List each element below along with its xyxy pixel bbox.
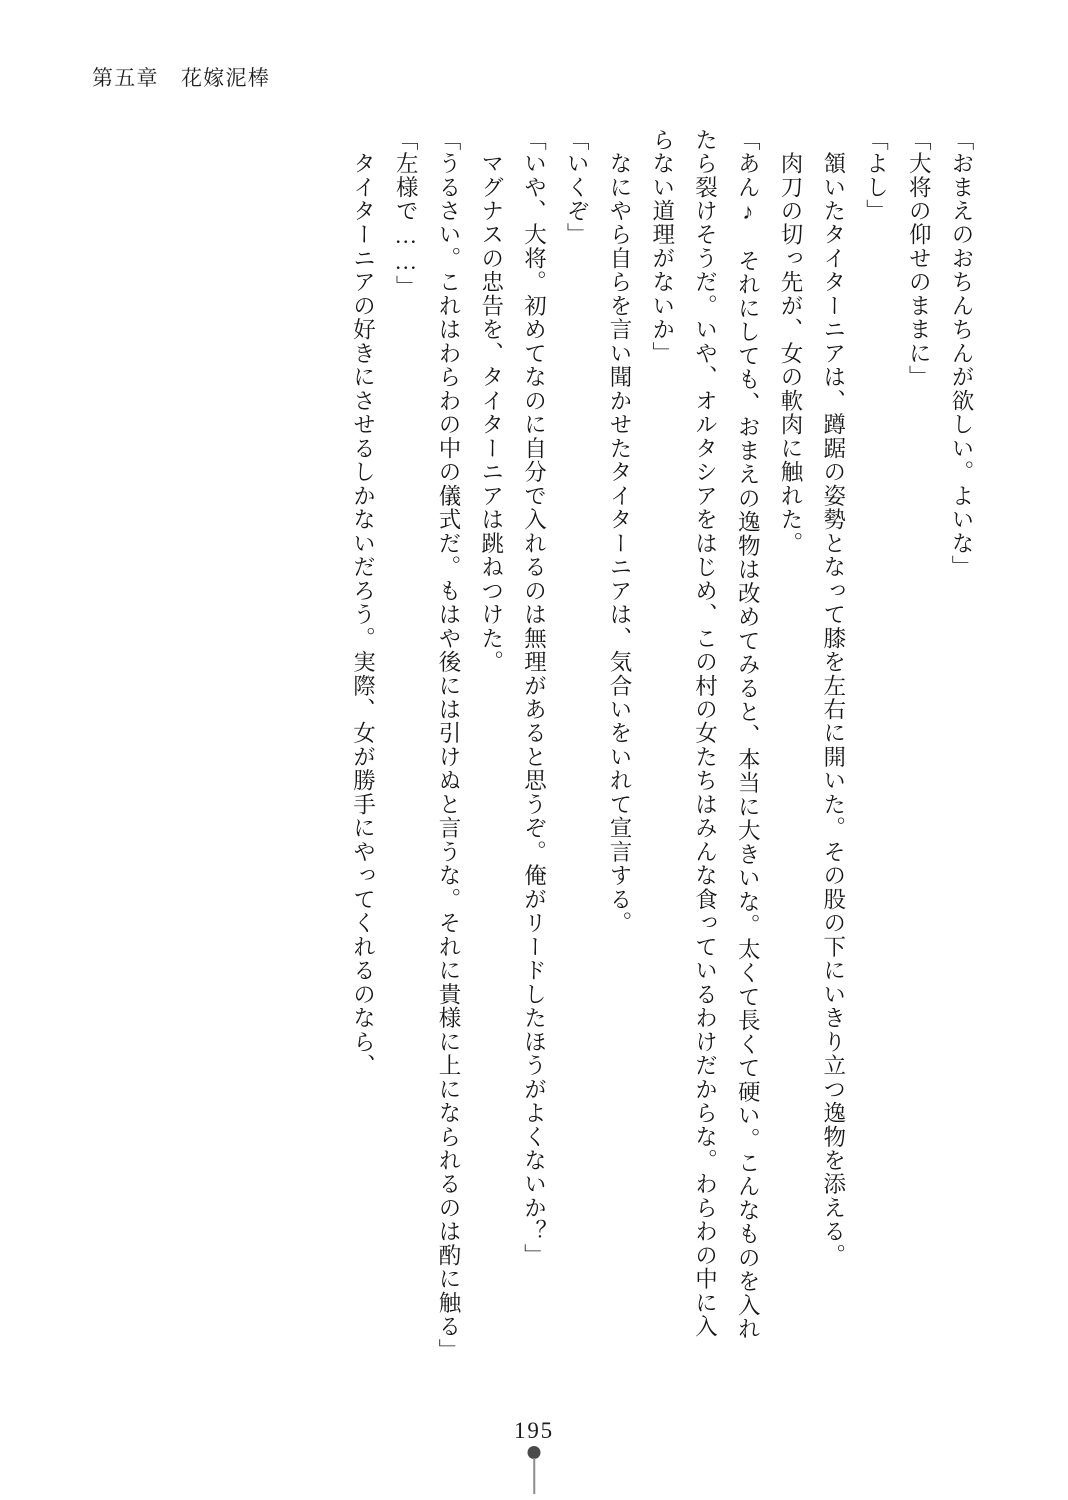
paragraph: タイターニアの好きにさせるしかないだろう。実際、女が勝手にやってくれるのなら、 xyxy=(350,128,376,1078)
paragraph: 「大将の仰せのままに」 xyxy=(906,128,932,390)
paragraph: 「おまえのおちんちんが欲しい。よいな」 xyxy=(949,128,974,580)
paragraph: なにやら自らを言い聞かせたタイターニアは、気合いをいれて宣言する。 xyxy=(607,128,632,936)
paragraph: 「あん♪ それにしても、おまえの逸物は改めてみると、本当に大きいな。太くて長くて硬い。こんなものを入れたら裂けそうだ。いや、オルタシアをはじめ、この村の女たちはみんな食っているわけだからな。わらわの中に入らない道理がないか」 xyxy=(649,128,761,1342)
folio-ornament-icon xyxy=(526,1446,542,1494)
page-number: 195 xyxy=(513,1418,555,1443)
body-text-block xyxy=(182,128,982,1363)
paragraph: 「いや、大将。初めてなのに自分で入れるのは無理があると思うぞ。俺がリードしたほうがよくないか？」 xyxy=(521,128,547,1268)
paragraph: 頷いたタイターニアは、蹲踞の姿勢となって膝を左右に開いた。その股の下にいきり立つ逸物を添える。 xyxy=(820,128,846,1268)
paragraph: 肉刀の切っ先が、女の軟肉に触れた。 xyxy=(778,128,803,556)
paragraph: マグナスの忠告を、タイターニアは跳ねつけた。 xyxy=(478,128,504,674)
paragraph: 「いくぞ」 xyxy=(564,128,590,247)
chapter-header: 第五章 花嫁泥棒 xyxy=(92,66,271,90)
paragraph: 「左様で……」 xyxy=(393,128,419,300)
folio-stem-icon xyxy=(533,1458,535,1494)
paragraph: 「よし」 xyxy=(863,128,889,223)
paragraph: 「うるさい。これはわらわの中の儀式だ。もはや後には引けぬと言うな。それに貴様に上になられるのは酌に触る」 xyxy=(436,128,461,1363)
